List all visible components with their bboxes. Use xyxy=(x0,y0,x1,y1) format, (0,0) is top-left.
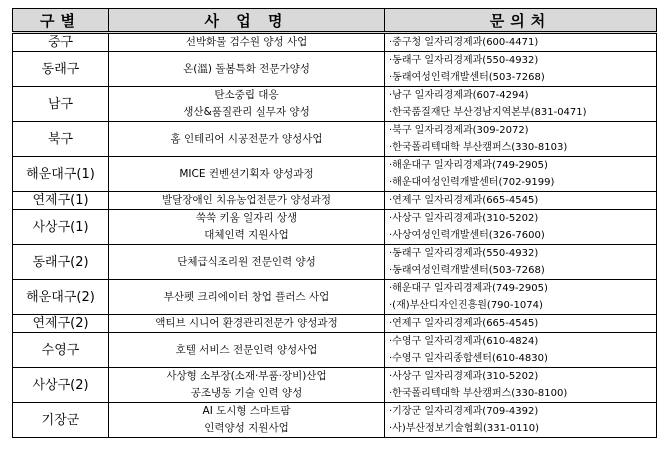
program-line: 선박화물 검수원 양성 사업 xyxy=(185,36,308,48)
district-cell: 사상구(1) xyxy=(13,210,109,245)
program-line: 단체급식조리원 전문인력 양성 xyxy=(177,255,316,268)
program-cell xyxy=(109,280,385,315)
program-cell xyxy=(109,403,385,438)
table-row xyxy=(13,403,657,438)
contact-cell xyxy=(385,210,657,245)
table-row xyxy=(13,122,657,157)
contact-line: ·남구 일자리경제과(607-4294) xyxy=(389,90,529,101)
contact-cell xyxy=(385,52,657,87)
contact-line: ·수영구 일자리경제과(610-4824) xyxy=(389,336,539,347)
contact-line: ·해운대구 일자리경제과(749-2905) xyxy=(389,283,548,294)
district-cell: 중구 xyxy=(13,33,109,52)
program-line: 부산펫 크리에이터 창업 플러스 사업 xyxy=(163,290,330,303)
program-line: 사상형 소부장(소재·부품·장비)산업 xyxy=(166,370,327,382)
program-cell xyxy=(109,210,385,245)
contact-cell xyxy=(385,315,657,333)
contact-line: ·사상여성인력개발센터(326-7600) xyxy=(389,230,545,241)
district-cell: 동래구 xyxy=(13,52,109,87)
contact-cell xyxy=(385,192,657,210)
table-body xyxy=(13,33,657,438)
program-cell xyxy=(109,333,385,368)
program-cell xyxy=(109,122,385,157)
program-line: 발달장애인 치유농업전문가 양성과정 xyxy=(162,194,331,206)
header-contact: 문의처 xyxy=(385,9,657,33)
table-row xyxy=(13,315,657,333)
contact-line: ·연제구 일자리경제과(665-4545) xyxy=(389,195,539,206)
contact-line: ·한국품질재단 부산경남지역본부(831-0471) xyxy=(389,107,587,118)
table-row xyxy=(13,368,657,403)
district-cell: 연제구(2) xyxy=(13,315,109,333)
contact-line: ·한국폴리텍대학 부산캠퍼스(330-8100) xyxy=(389,388,568,399)
program-cell xyxy=(109,52,385,87)
contact-line: ·사)부산정보기술협회(331-0110) xyxy=(389,423,539,434)
contact-line: ·연제구 일자리경제과(665-4545) xyxy=(389,318,539,329)
program-cell xyxy=(109,245,385,280)
program-cell xyxy=(109,33,385,52)
program-cell xyxy=(109,368,385,403)
table-row xyxy=(13,157,657,192)
contact-line: ·기장군 일자리경제과(709-4392) xyxy=(389,406,539,417)
contact-cell xyxy=(385,245,657,280)
district-cell: 수영구 xyxy=(13,333,109,368)
table-row xyxy=(13,280,657,315)
contact-line: ·해운대여성인력개발센터(702-9199) xyxy=(389,177,555,188)
table-row xyxy=(13,333,657,368)
contact-cell xyxy=(385,333,657,368)
program-line: 대체인력 지원사업 xyxy=(204,229,289,241)
district-cell: 해운대구(1) xyxy=(13,157,109,192)
contact-line: ·(재)부산디자인진흥원(790-1074) xyxy=(389,300,543,311)
program-line: 공조냉동 기술 인력 양성 xyxy=(190,387,303,399)
program-cell xyxy=(109,87,385,122)
header-row xyxy=(13,9,657,33)
contact-line: ·동래여성인력개발센터(503-7268) xyxy=(389,72,545,83)
program-line: 액티브 시니어 환경관리전문가 양성과정 xyxy=(155,317,338,329)
program-table xyxy=(12,8,657,438)
table-row xyxy=(13,210,657,245)
contact-line: ·수영구 일자리종합센터(610-4830) xyxy=(389,353,548,364)
contact-line: ·사상구 일자리경제과(310-5202) xyxy=(389,371,539,382)
contact-cell xyxy=(385,157,657,192)
contact-line: ·북구 일자리경제과(309-2072) xyxy=(389,125,529,136)
contact-line: ·중구청 일자리경제과(600-4471) xyxy=(389,37,539,48)
program-line: AI 도시형 스마트팜 xyxy=(202,405,291,417)
table-row xyxy=(13,87,657,122)
table-row xyxy=(13,192,657,210)
header-district: 구별 xyxy=(13,9,109,33)
program-cell xyxy=(109,315,385,333)
contact-cell xyxy=(385,122,657,157)
contact-line: ·동래구 일자리경제과(550-4932) xyxy=(389,248,539,259)
district-cell: 동래구(2) xyxy=(13,245,109,280)
program-line: 쑥쑥 키움 일자리 상생 xyxy=(195,212,298,224)
district-cell: 사상구(2) xyxy=(13,368,109,403)
contact-cell xyxy=(385,403,657,438)
table-row xyxy=(13,52,657,87)
contact-line: ·사상구 일자리경제과(310-5202) xyxy=(389,213,539,224)
program-line: 호텔 서비스 전문인력 양성사업 xyxy=(175,343,318,356)
program-line: 홈 인테리어 시공전문가 양성사업 xyxy=(170,132,323,145)
table-row xyxy=(13,245,657,280)
contact-cell xyxy=(385,87,657,122)
contact-line: ·한국폴리텍대학 부산캠퍼스(330-8103) xyxy=(389,142,568,153)
contact-line: ·해운대구 일자리경제과(749-2905) xyxy=(389,160,548,171)
district-cell: 기장군 xyxy=(13,403,109,438)
program-line: 온(溫) 돌봄특화 전문가양성 xyxy=(183,62,310,75)
contact-cell xyxy=(385,33,657,52)
district-cell: 해운대구(2) xyxy=(13,280,109,315)
program-line: 탄소중립 대응 xyxy=(214,89,279,101)
table-row xyxy=(13,33,657,52)
district-cell: 남구 xyxy=(13,87,109,122)
district-cell: 북구 xyxy=(13,122,109,157)
program-cell xyxy=(109,192,385,210)
program-line: 인력양성 지원사업 xyxy=(204,422,289,434)
district-cell: 연제구(1) xyxy=(13,192,109,210)
program-cell xyxy=(109,157,385,192)
header-program: 사 업 명 xyxy=(109,9,385,33)
program-line: 생산&품질관리 실무자 양성 xyxy=(183,106,310,118)
contact-line: ·동래구 일자리경제과(550-4932) xyxy=(389,55,539,66)
contact-cell xyxy=(385,280,657,315)
contact-line: ·동래여성인력개발센터(503-7268) xyxy=(389,265,545,276)
program-line: MICE 컨벤션기획자 양성과정 xyxy=(179,167,314,180)
contact-cell xyxy=(385,368,657,403)
